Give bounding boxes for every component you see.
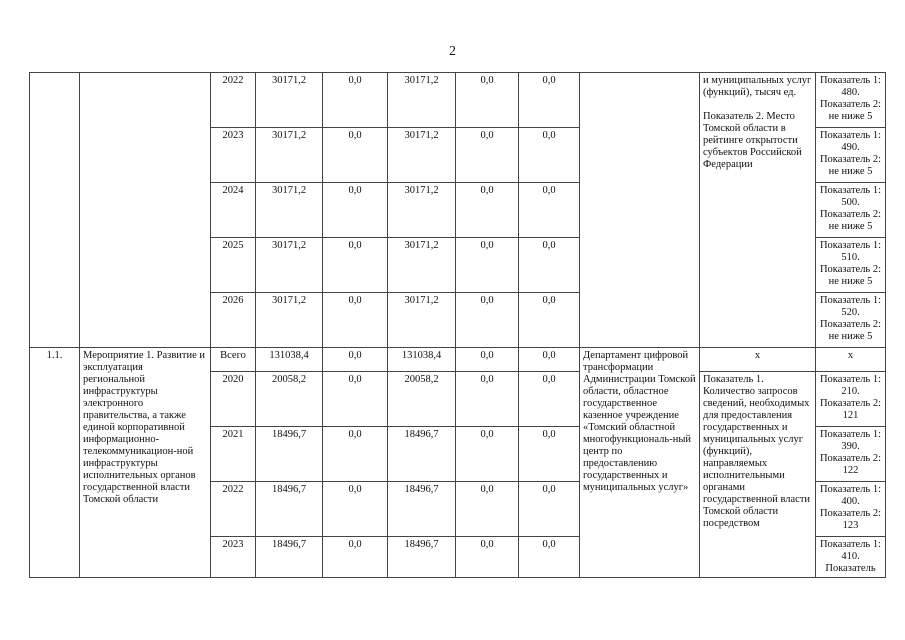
federal-cell: 0,0 [323,238,388,293]
year-cell: 2022 [211,482,256,537]
indicator-value-cell: Показатель 1: 510. Показатель 2: не ниже 5 [816,238,886,293]
indicator-cell: и муниципальных услуг (функций), тысяч ед. Показатель 2. Место Томской области в рейтинге открытости субъектов Российской Федерации [700,73,816,348]
regional-cell: 30171,2 [388,238,456,293]
empty-cell [80,73,211,348]
indicator-value-cell: Показатель 1: 500. Показатель 2: не ниже 5 [816,183,886,238]
program-table [29,72,886,578]
indicator-value-cell: х [816,348,886,372]
federal-cell: 0,0 [323,348,388,372]
federal-cell: 0,0 [323,372,388,427]
federal-cell: 0,0 [323,293,388,348]
other-cell: 0,0 [519,537,580,578]
local-cell: 0,0 [456,238,519,293]
empty-cell [30,73,80,348]
other-cell: 0,0 [519,427,580,482]
local-cell: 0,0 [456,348,519,372]
federal-cell: 0,0 [323,73,388,128]
table-row [30,348,886,372]
local-cell: 0,0 [456,183,519,238]
regional-cell: 18496,7 [388,482,456,537]
table-row [30,73,886,128]
federal-cell: 0,0 [323,482,388,537]
federal-cell: 0,0 [323,537,388,578]
total-cell: 131038,4 [256,348,323,372]
local-cell: 0,0 [456,372,519,427]
other-cell: 0,0 [519,73,580,128]
federal-cell: 0,0 [323,427,388,482]
other-cell: 0,0 [519,372,580,427]
year-cell: 2020 [211,372,256,427]
total-cell: 20058,2 [256,372,323,427]
year-cell: 2021 [211,427,256,482]
regional-cell: 18496,7 [388,537,456,578]
local-cell: 0,0 [456,537,519,578]
indicator-value-cell: Показатель 1: 210. Показатель 2: 121 [816,372,886,427]
year-cell: 2023 [211,128,256,183]
other-cell: 0,0 [519,482,580,537]
total-cell: 18496,7 [256,482,323,537]
other-cell: 0,0 [519,128,580,183]
local-cell: 0,0 [456,73,519,128]
regional-cell: 18496,7 [388,427,456,482]
regional-cell: 30171,2 [388,293,456,348]
indicator-value-cell: Показатель 1: 480. Показатель 2: не ниже 5 [816,73,886,128]
row-number-cell: 1.1. [30,348,80,578]
indicator-value-cell: Показатель 1: 410. Показатель [816,537,886,578]
federal-cell: 0,0 [323,128,388,183]
year-cell: 2026 [211,293,256,348]
year-cell: 2025 [211,238,256,293]
federal-cell: 0,0 [323,183,388,238]
executor-cell: Департамент цифровой трансформации Администрации Томской области, областное государственное казенное учреждение «Томский областной многофункциональ-ный центр по предоставлению государственных и муниципальных услуг» [580,348,700,578]
regional-cell: 30171,2 [388,73,456,128]
local-cell: 0,0 [456,293,519,348]
total-cell: 18496,7 [256,537,323,578]
other-cell: 0,0 [519,238,580,293]
year-cell: 2023 [211,537,256,578]
other-cell: 0,0 [519,183,580,238]
indicator-value-cell: Показатель 1: 520. Показатель 2: не ниже 5 [816,293,886,348]
year-cell: 2024 [211,183,256,238]
total-cell: 30171,2 [256,293,323,348]
measure-name-cell: Мероприятие 1. Развитие и эксплуатация региональной инфраструктуры электронного правительства, а также единой корпоративной информационно-телекоммуникацион-ной инфраструктуры исполнительных органов государственной власти Томской области [80,348,211,578]
other-cell: 0,0 [519,348,580,372]
page-number: 2 [449,44,456,59]
other-cell: 0,0 [519,293,580,348]
local-cell: 0,0 [456,128,519,183]
executor-cell [580,73,700,348]
indicator-cell: х [700,348,816,372]
year-cell: Всего [211,348,256,372]
total-cell: 30171,2 [256,73,323,128]
indicator-cell: Показатель 1. Количество запросов сведений, необходимых для предоставления государственных и муниципальных услуг (функций), направляемых исполнительными органами государственной власти Томской области посредством [700,372,816,578]
regional-cell: 20058,2 [388,372,456,427]
indicator-value-cell: Показатель 1: 400. Показатель 2: 123 [816,482,886,537]
regional-cell: 30171,2 [388,183,456,238]
local-cell: 0,0 [456,427,519,482]
regional-cell: 131038,4 [388,348,456,372]
year-cell: 2022 [211,73,256,128]
local-cell: 0,0 [456,482,519,537]
total-cell: 30171,2 [256,128,323,183]
total-cell: 30171,2 [256,183,323,238]
total-cell: 18496,7 [256,427,323,482]
regional-cell: 30171,2 [388,128,456,183]
total-cell: 30171,2 [256,238,323,293]
indicator-value-cell: Показатель 1: 490. Показатель 2: не ниже 5 [816,128,886,183]
indicator-value-cell: Показатель 1: 390. Показатель 2: 122 [816,427,886,482]
